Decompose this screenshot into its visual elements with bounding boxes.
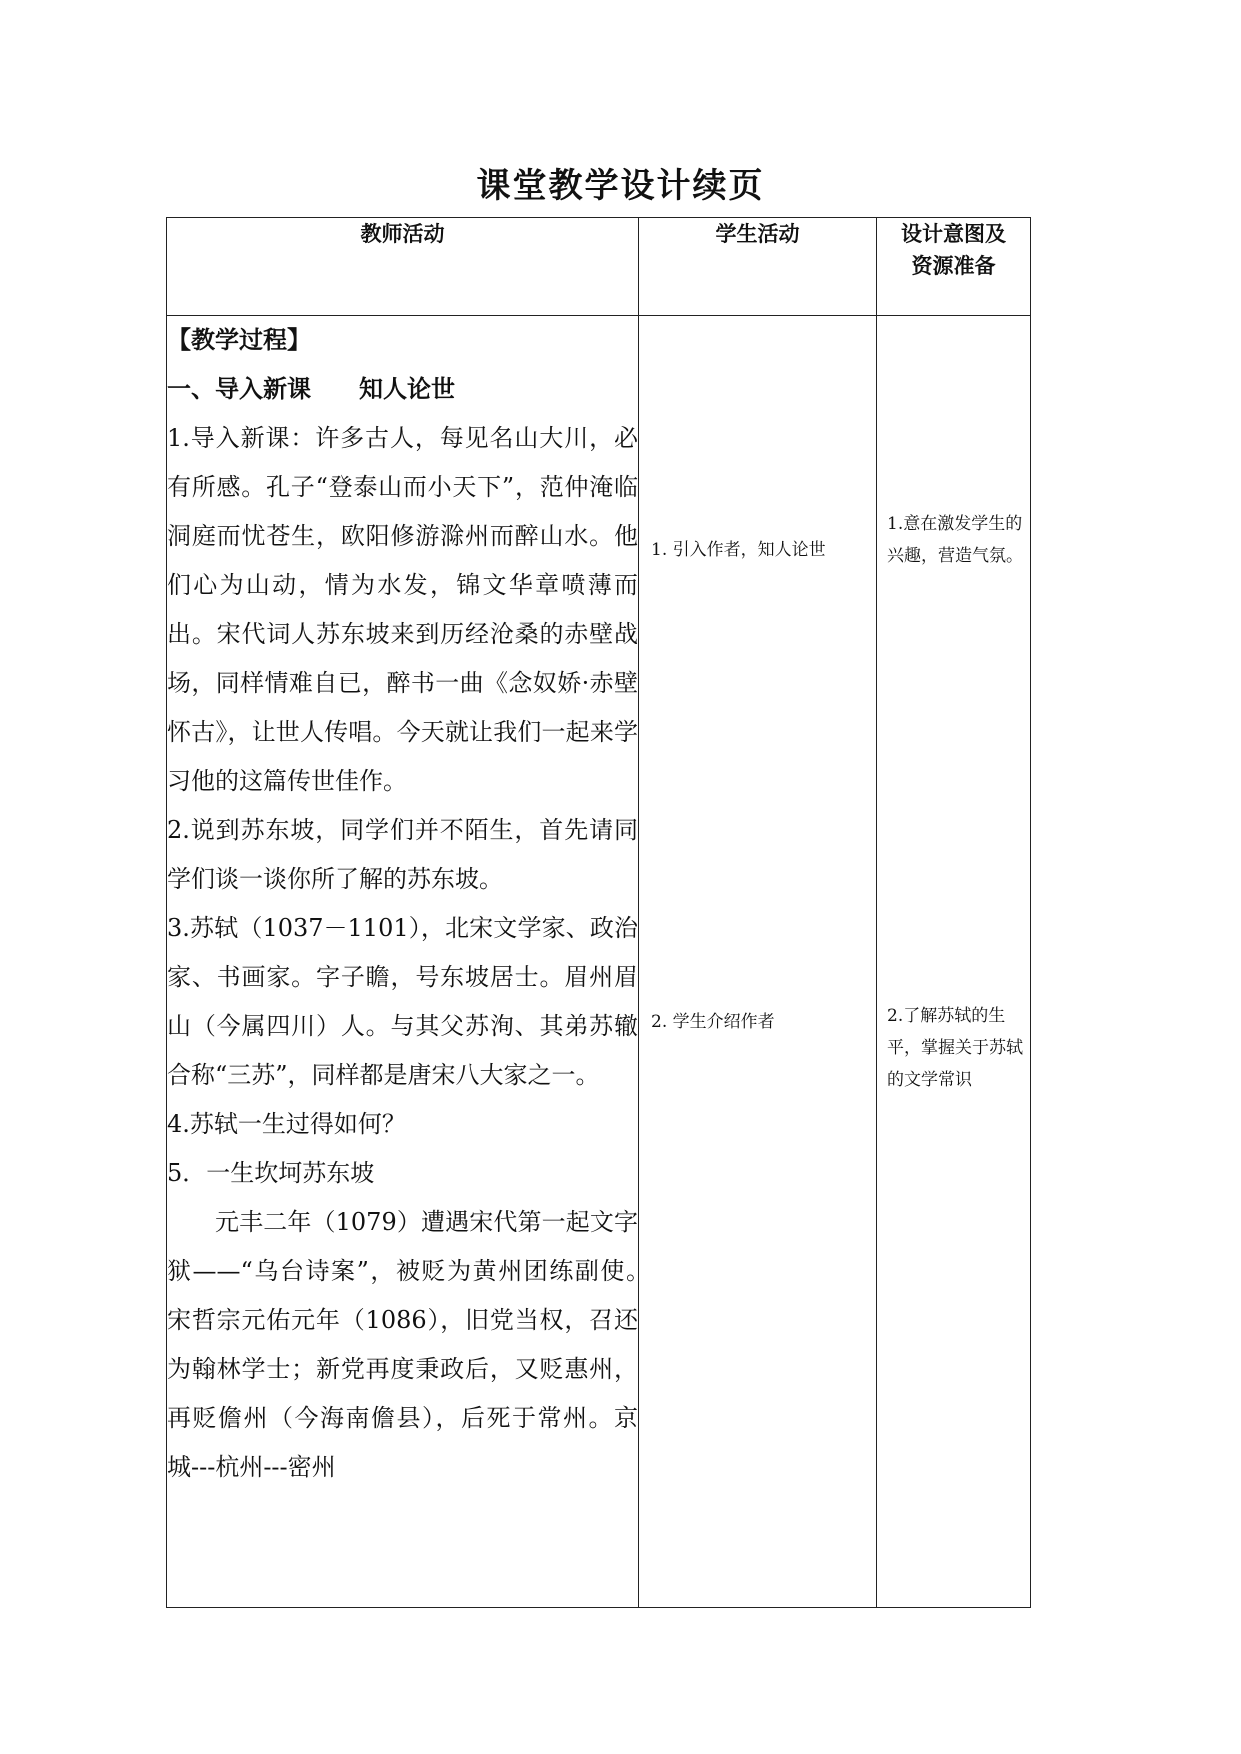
teacher-paragraph-1: 1.导入新课：许多古人，每见名山大川，必有所感。孔子“登泰山而小天下”，范仲淹临洞庭而忧苍生，欧阳修游滁州而醉山水。他们心为山动，情为水发，锦文华章喷薄而出。宋代词人苏东坡来到历经沧桑的赤壁战场，同样情难自已，醉书一曲《念奴娇·赤壁怀古》，让世人传唱。今天就让我们一起来学习他的这篇传世佳作。	[167, 424, 638, 795]
header-design-line1: 设计意图及	[901, 222, 1006, 246]
table-header-row	[167, 218, 1031, 316]
header-design-line2: 资源准备	[911, 254, 996, 278]
section-heading: 【教学过程】	[167, 326, 311, 354]
student-activity-cell	[639, 316, 877, 1608]
header-design-intent	[877, 218, 1031, 316]
design-note-1: 1.意在激发学生的兴趣，营造气氛。	[887, 514, 1023, 566]
teacher-paragraph-5: 5．一生坎坷苏东坡	[167, 1159, 375, 1187]
header-student-activity: 学生活动	[639, 218, 877, 316]
student-note-2: 2. 学生介绍作者	[651, 1012, 775, 1032]
lesson-plan-table	[166, 217, 1031, 1608]
header-teacher-activity: 教师活动	[167, 218, 639, 316]
subsection-heading: 一、导入新课 知人论世	[167, 375, 455, 403]
table-body-row	[167, 316, 1031, 1608]
teacher-paragraph-6: 元丰二年（1079）遭遇宋代第一起文字狱——“乌台诗案”，被贬为黄州团练副使。 宋哲宗元佑元年（1086），旧党当权，召还为翰林学士；新党再度秉政后，又贬惠州，再贬儋州（今海南儋县），后死于常州。京城---杭州---密州	[167, 1208, 686, 1481]
teacher-paragraph-3: 3.苏轼（1037－1101），北宋文学家、政治家、书画家。字子瞻，号东坡居士。眉州眉山（今属四川）人。与其父苏洵、其弟苏辙合称“三苏”，同样都是唐宋八大家之一。	[167, 914, 638, 1089]
page-title: 课堂教学设计续页	[476, 166, 765, 206]
student-note-1: 1. 引入作者，知人论世	[651, 540, 826, 560]
design-note-2: 2.了解苏轼的生平，掌握关于苏轼的文学常识	[887, 1006, 1023, 1090]
teacher-paragraph-2: 2.说到苏东坡，同学们并不陌生，首先请同学们谈一谈你所了解的苏东坡。	[167, 816, 638, 893]
teacher-activity-cell	[167, 316, 686, 1608]
design-intent-cell	[877, 316, 1031, 1608]
teacher-paragraph-4: 4.苏轼一生过得如何？	[167, 1110, 406, 1138]
